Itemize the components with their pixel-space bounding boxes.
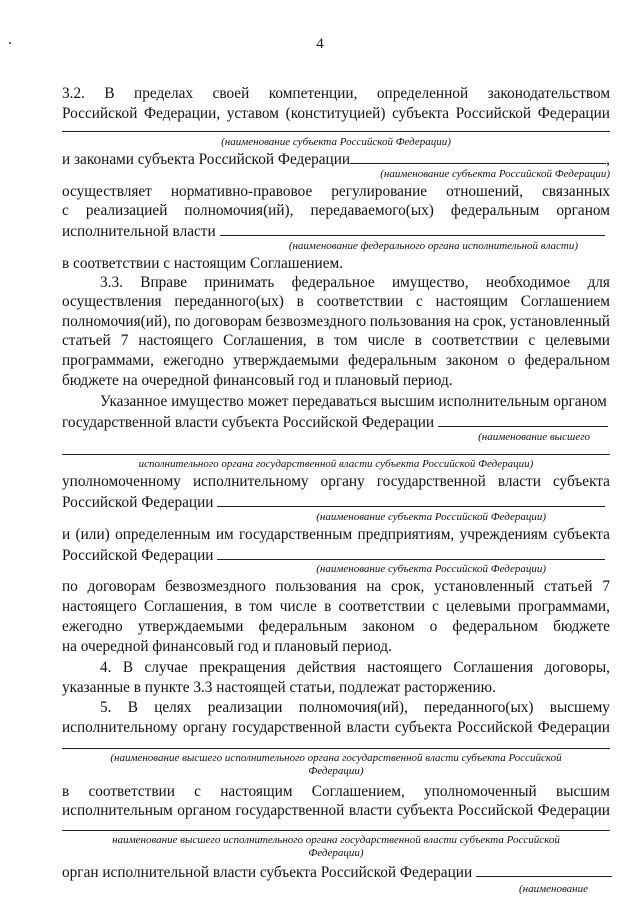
word: регулирование xyxy=(331,183,428,200)
word: определенным xyxy=(115,526,211,543)
word: том xyxy=(249,598,273,615)
word: в xyxy=(324,598,332,615)
word: Соглашения xyxy=(453,659,534,676)
caption-higher-body: (наименование высшего исполнительного органа государственной власти субъекта Российской xyxy=(110,752,562,764)
word: на xyxy=(366,578,382,595)
word: ежегодно xyxy=(62,618,123,635)
word: программами, xyxy=(517,598,610,615)
word: осуществления xyxy=(62,293,162,310)
word: полномочия(ий), xyxy=(184,202,294,219)
word: срок, xyxy=(472,313,507,330)
word: связанных xyxy=(542,183,610,200)
caption-higher-body: наименование высшего исполнительного органа государственной власти субъекта Российской xyxy=(112,834,560,846)
word: исполнительным xyxy=(62,802,173,819)
para-property-line-2 xyxy=(62,412,610,432)
word: высшему xyxy=(549,699,610,716)
word: государственной xyxy=(232,719,342,736)
blank-rule xyxy=(62,748,610,749)
word: установленный xyxy=(434,578,535,595)
word: своей xyxy=(212,85,250,102)
word: Соглашением xyxy=(520,293,610,310)
word: с xyxy=(432,598,439,615)
para-property-line-9 xyxy=(62,617,610,637)
caption-subject-name: (наименование субъекта Российской Федерации) xyxy=(380,168,610,180)
word: по xyxy=(62,578,78,595)
caption-federal-body: (наименование федерального органа исполнительной власти) xyxy=(288,240,578,252)
word: переданного(ых) xyxy=(424,699,534,716)
para-3-2-line-3 xyxy=(62,149,610,169)
word: власти xyxy=(497,473,541,490)
word: соответствии xyxy=(431,332,519,349)
word: на xyxy=(454,313,470,330)
para-5-line-2 xyxy=(62,718,610,738)
para-4-line-1 xyxy=(100,658,610,678)
word: 4. xyxy=(100,659,112,676)
word: с xyxy=(416,293,423,310)
word: с xyxy=(194,783,201,800)
word: ежегодно xyxy=(163,352,224,369)
para-3-2-line-5 xyxy=(62,201,610,221)
word: органу xyxy=(320,473,365,490)
line-text: , xyxy=(606,151,610,168)
word: целевыми xyxy=(446,598,511,615)
caption-higher-body-cont: Федерации) xyxy=(308,847,364,859)
word: пользования xyxy=(275,578,357,595)
word: соответствии xyxy=(338,598,425,615)
word: Федерации xyxy=(537,719,610,736)
word: федеральным xyxy=(450,202,540,219)
word: государственным xyxy=(239,526,353,543)
word: статьей xyxy=(62,332,111,349)
caption-name-cont: (наименование xyxy=(518,883,588,895)
line-text: и законами субъекта Российской Федерации xyxy=(62,151,351,168)
word: Соглашения, xyxy=(143,598,228,615)
word: Федерации xyxy=(537,105,610,122)
word: власти xyxy=(348,802,392,819)
word: В xyxy=(104,85,115,102)
para-3-2-line-2 xyxy=(62,104,610,124)
word: учреждениям xyxy=(459,526,548,543)
word: органом xyxy=(556,202,610,219)
word: и xyxy=(62,526,71,543)
word: федеральном xyxy=(524,352,610,369)
word: случае xyxy=(144,659,188,676)
para-property-line-3 xyxy=(62,472,610,492)
word: целевыми xyxy=(545,332,610,349)
word: субъекта xyxy=(394,719,452,736)
para-3-3-line-3 xyxy=(62,312,610,332)
word: бюджете xyxy=(553,618,610,635)
word: законом xyxy=(445,352,499,369)
word: действия xyxy=(297,659,356,676)
word: передаваемого(ых) xyxy=(310,202,434,219)
word: с xyxy=(62,202,69,219)
word: целях xyxy=(154,699,192,716)
word: необходимое xyxy=(485,274,571,291)
word: Соглашением, xyxy=(311,783,405,800)
line-text: Российской Федерации xyxy=(62,494,214,511)
word: органу xyxy=(182,719,228,736)
word: исполнительному xyxy=(62,719,178,736)
word: полномочия(ий), xyxy=(62,313,172,330)
word: договорам xyxy=(193,313,262,330)
word: статьей xyxy=(543,578,593,595)
fill-blank xyxy=(220,221,605,236)
para-property-line-8 xyxy=(62,597,610,617)
word: отношений, xyxy=(446,183,523,200)
para-5-line-1 xyxy=(100,698,610,718)
word: высшим xyxy=(556,783,610,800)
para-5-line-5 xyxy=(62,862,610,882)
word: законодательством xyxy=(487,85,610,102)
word: том xyxy=(334,332,358,349)
word: настоящего xyxy=(138,332,214,349)
word: Федерации xyxy=(537,802,610,819)
word: с xyxy=(528,332,536,349)
word: предприятиям, xyxy=(357,526,455,543)
word: (или) xyxy=(75,526,110,543)
word: осуществляет xyxy=(62,183,152,200)
word: субъекта xyxy=(552,473,610,490)
word: утверждаемыми xyxy=(233,352,339,369)
page-number: 4 xyxy=(316,36,324,52)
word: Российской xyxy=(457,719,533,736)
word: реализацией xyxy=(85,202,168,219)
word: имущество, xyxy=(392,274,469,291)
fill-blank xyxy=(350,149,606,164)
blank-rule xyxy=(62,131,610,132)
word: утверждаемыми xyxy=(137,618,244,635)
word: переданного(ых) xyxy=(174,293,284,310)
word: в xyxy=(62,783,70,800)
word: реализации xyxy=(207,699,283,716)
fill-blank xyxy=(438,412,608,427)
para-4-line-2: указанные в пункте 3.3 настоящей статьи, подлежат расторжению. xyxy=(62,679,496,696)
word: в xyxy=(296,293,304,310)
para-3-2-line-7: в соответствии с настоящим Соглашением. xyxy=(62,255,344,272)
word: В xyxy=(122,659,134,676)
word: Российской xyxy=(457,802,534,819)
blank-rule xyxy=(62,830,610,831)
word: прекращения xyxy=(199,659,286,676)
word: им xyxy=(215,526,234,543)
para-3-3-line-1 xyxy=(100,273,610,293)
blank-rule xyxy=(62,454,610,455)
para-property-line-1: Указанное имущество может передаваться высшим исполнительным органом xyxy=(100,393,607,410)
word: безвозмездного xyxy=(265,313,367,330)
para-property-line-5 xyxy=(62,525,610,545)
word: соответствии xyxy=(316,293,404,310)
word: в xyxy=(234,598,242,615)
word: числе xyxy=(367,332,405,349)
caption-subject-name: (наименование субъекта Российской Федерации) xyxy=(316,511,546,523)
word: власти xyxy=(346,719,390,736)
word: 3.3. xyxy=(100,274,123,291)
word: 7 xyxy=(602,578,610,595)
para-property-line-10: на очередной финансовый год и плановый период. xyxy=(62,638,392,655)
word: соответствии xyxy=(88,783,175,800)
word: в xyxy=(414,332,422,349)
caption-higher-body-cont: исполнительного органа государственной власти субъекта Российской Федерации) xyxy=(138,458,534,470)
word: в xyxy=(316,332,324,349)
para-5-line-3 xyxy=(62,782,610,802)
word: уполномоченному xyxy=(62,473,181,490)
para-3-2-line-4 xyxy=(62,182,610,202)
caption-subject-name: (наименование субъекта Российской Федерации) xyxy=(221,136,451,148)
word: настоящего xyxy=(367,659,442,676)
caption-subject-name: (наименование субъекта Российской Федерации) xyxy=(316,563,546,575)
word: 7 xyxy=(120,332,129,349)
word: Федерации, xyxy=(144,105,221,122)
word: договоры, xyxy=(544,659,610,676)
line-text: орган исполнительной власти субъекта Российской Федерации xyxy=(62,864,473,881)
word: о xyxy=(429,618,438,635)
word: нормативно-правовое xyxy=(170,183,313,200)
word: В xyxy=(127,699,138,716)
word: безвозмездного xyxy=(165,578,266,595)
word: пределах xyxy=(134,85,194,102)
fill-blank xyxy=(217,545,605,560)
fill-blank xyxy=(476,862,612,877)
word: принимать xyxy=(204,274,275,291)
para-3-2-line-6 xyxy=(62,221,610,241)
caption-higher-body-cont: Федерации) xyxy=(308,765,364,777)
para-property-line-4 xyxy=(62,492,610,512)
word: установленный xyxy=(509,313,610,330)
word: государственной xyxy=(376,473,486,490)
word: субъекта xyxy=(552,526,610,543)
word: срок, xyxy=(390,578,425,595)
word: уполномоченный xyxy=(424,783,537,800)
para-3-2-line-1 xyxy=(62,84,610,104)
para-5-line-4 xyxy=(62,801,610,821)
word: 5. xyxy=(100,699,112,716)
line-text: Российской Федерации xyxy=(62,547,214,564)
para-property-line-6 xyxy=(62,545,610,565)
word: субъекта xyxy=(392,105,450,122)
word: пользования xyxy=(369,313,451,330)
para-3-3-line-2 xyxy=(62,292,610,312)
para-property-line-7 xyxy=(62,577,610,597)
line-text: государственной власти субъекта Российской Федерации xyxy=(62,414,435,431)
word: федеральное xyxy=(291,274,375,291)
word: для xyxy=(587,274,610,291)
word: (конституцией) xyxy=(285,105,386,122)
word: о xyxy=(507,352,516,369)
para-3-3-line-6: бюджете на очередной финансовый год и плановый период. xyxy=(62,372,453,389)
word: государственной xyxy=(235,802,345,819)
caption-higher-body: (наименование высшего xyxy=(478,431,590,443)
word: Российской xyxy=(455,105,532,122)
word: настоящим xyxy=(220,783,293,800)
word: полномочия(ий), xyxy=(298,699,408,716)
word: настоящего xyxy=(62,598,137,615)
line-text: исполнительной власти xyxy=(62,223,216,240)
para-3-3-line-5 xyxy=(62,351,610,371)
word: договорам xyxy=(87,578,156,595)
word: федеральным xyxy=(258,618,348,635)
word: уставом xyxy=(226,105,279,122)
word: законом xyxy=(362,618,415,635)
word: Российской xyxy=(62,105,138,122)
word: настоящим xyxy=(435,293,508,310)
word: компетенции, xyxy=(268,85,358,102)
para-3-3-line-4 xyxy=(62,331,610,351)
word: федеральном xyxy=(452,618,538,635)
word: программами, xyxy=(62,352,154,369)
word: органом xyxy=(177,802,231,819)
word: исполнительному xyxy=(192,473,309,490)
word: определенной xyxy=(376,85,469,102)
word: субъекта xyxy=(396,802,454,819)
word: Вправе xyxy=(140,274,187,291)
word: федеральным xyxy=(348,352,437,369)
word: по xyxy=(174,313,191,330)
fill-blank xyxy=(217,492,605,507)
word: 3.2. xyxy=(62,85,85,102)
word: Соглашения, xyxy=(223,332,307,349)
word: числе xyxy=(279,598,317,615)
